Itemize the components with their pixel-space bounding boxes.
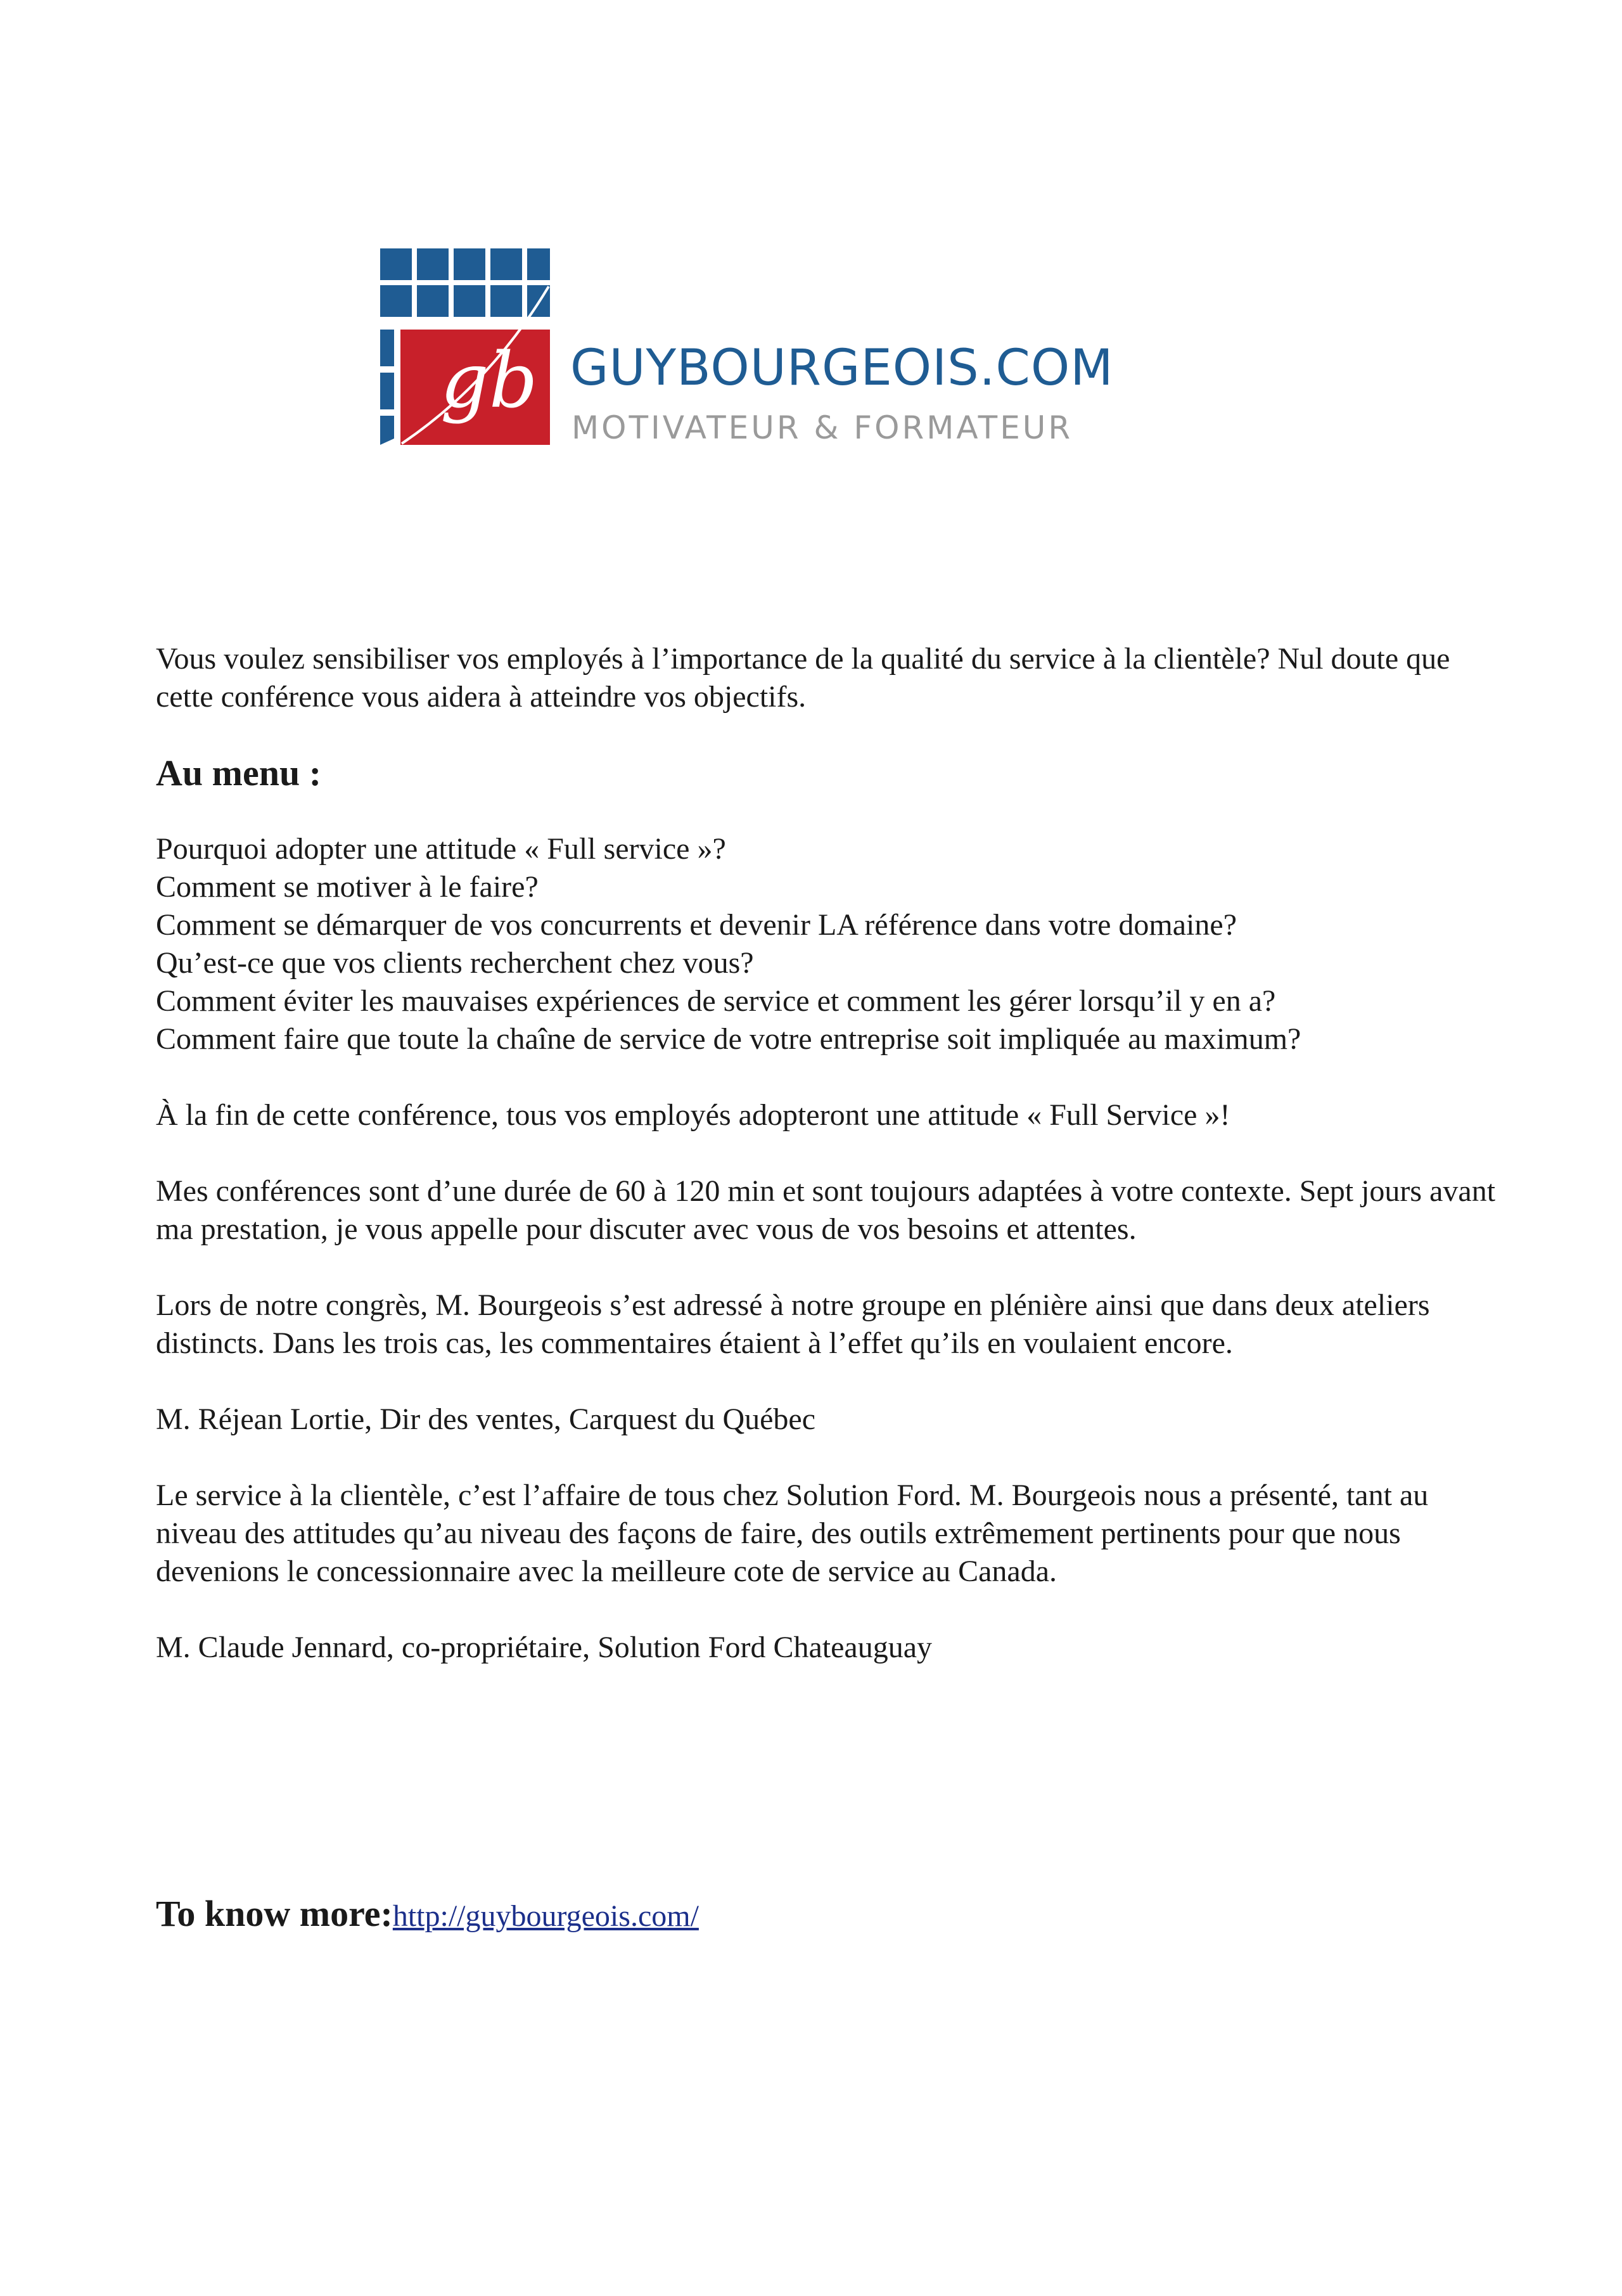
conclusion-paragraph: À la fin de cette conférence, tous vos employés adopteront une attitude « Full Service »!: [156, 1098, 1230, 1132]
footer-label: To know more:: [156, 1893, 393, 1934]
testimonial-quote: Lors de notre congrès, M. Bourgeois s’est adressé à notre groupe en plénière ainsi que dans deux ateliers distincts. Dans les trois cas, les commentaires étaient à l’effet qu’ils en voulaient encore.: [156, 1288, 1430, 1360]
logo-monogram: gb: [440, 337, 538, 425]
website-link[interactable]: http://guybourgeois.com/: [392, 1899, 699, 1933]
testimonial-quote: Le service à la clientèle, c’est l’affaire de tous chez Solution Ford. M. Bourgeois nous a présenté, tant au niveau des attitudes qu’au niveau des façons de faire, des outils extrêmement pertinents pour que nous devenions le concessionnaire avec la meilleure cote de service au Canada.: [156, 1478, 1429, 1588]
document-body: [156, 640, 1505, 1705]
testimonial-author: M. Claude Jennard, co-propriétaire, Solution Ford Chateauguay: [156, 1631, 933, 1664]
footer: [156, 1889, 699, 1942]
list-item: Comment se motiver à le faire?: [156, 870, 539, 904]
list-item: Qu’est-ce que vos clients recherchent chez vous?: [156, 946, 754, 980]
logo-company-name: GUYBOURGEOIS.COM: [570, 340, 1114, 397]
testimonial-author: M. Réjean Lortie, Dir des ventes, Carquest du Québec: [156, 1402, 816, 1436]
details-paragraph: Mes conférences sont d’une durée de 60 à 120 min et sont toujours adaptées à votre contexte. Sept jours avant ma prestation, je vous appelle pour discuter avec vous de vos besoins et attentes.: [156, 1174, 1496, 1246]
logo-tagline: MOTIVATEUR & FORMATEUR: [572, 409, 1073, 446]
intro-paragraph: Vous voulez sensibiliser vos employés à l’importance de la qualité du service à la clientèle? Nul doute que cette conférence vous aidera à atteindre vos objectifs.: [156, 642, 1450, 714]
menu-title: Au menu :: [156, 752, 322, 793]
menu-list: [156, 830, 1505, 1058]
list-item: Pourquoi adopter une attitude « Full service »?: [156, 832, 726, 866]
company-logo: [380, 248, 1204, 451]
list-item: Comment se démarquer de vos concurrents et devenir LA référence dans votre domaine?: [156, 908, 1237, 942]
list-item: Comment faire que toute la chaîne de service de votre entreprise soit impliquée au maximum?: [156, 1022, 1301, 1056]
list-item: Comment éviter les mauvaises expériences de service et comment les gérer lorsqu’il y en a?: [156, 984, 1276, 1018]
